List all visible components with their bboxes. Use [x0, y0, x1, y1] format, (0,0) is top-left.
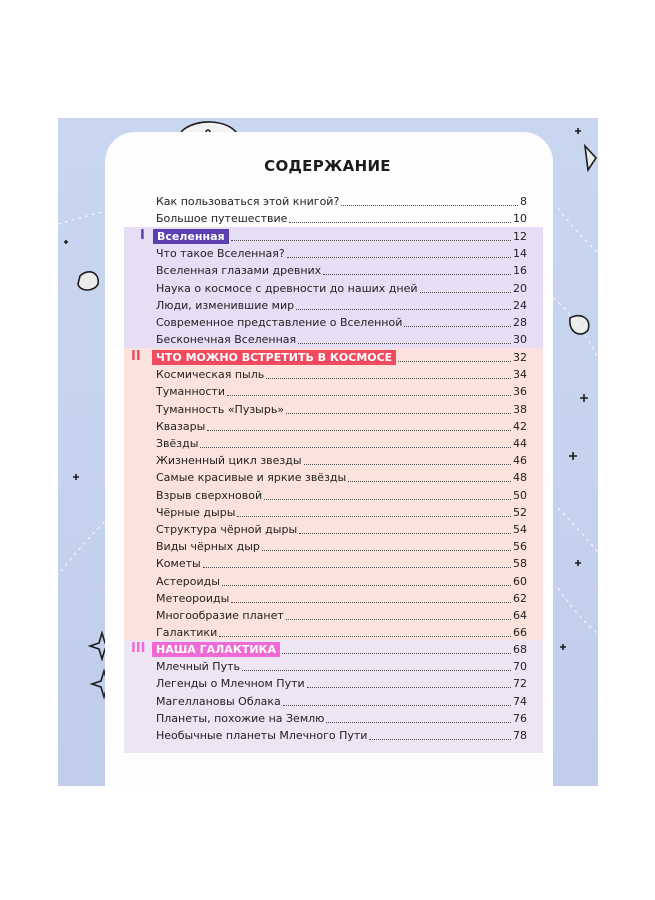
dot-leader	[242, 669, 511, 671]
page-number: 76	[513, 711, 527, 725]
dot-leader	[237, 515, 511, 517]
toc-entry	[156, 659, 527, 674]
page-number: 34	[513, 368, 527, 382]
page-number: 42	[513, 419, 527, 433]
dot-leader	[286, 412, 511, 414]
toc-entry	[156, 281, 527, 296]
page-title: СОДЕРЖАНИЕ	[264, 157, 391, 175]
toc-entry	[156, 419, 527, 434]
dot-leader	[219, 635, 511, 637]
section-heading	[153, 229, 527, 244]
dot-leader	[420, 291, 512, 293]
entry-title: Что такое Вселенная?	[156, 247, 285, 261]
toc-entry	[156, 728, 527, 743]
page-number: 32	[513, 351, 527, 364]
toc-entry	[156, 298, 527, 313]
dot-leader	[264, 498, 511, 500]
toc-entry	[156, 246, 527, 261]
entry-title: Квазары	[156, 419, 206, 433]
entry-title: Самые красивые и яркие звёзды	[156, 471, 347, 485]
page-number: 30	[513, 333, 527, 347]
dot-leader	[200, 446, 511, 448]
page-number: 64	[513, 609, 527, 622]
page-number: 68	[513, 643, 527, 656]
page-number: 24	[513, 298, 527, 312]
dot-leader	[287, 256, 511, 258]
page-number: 56	[513, 540, 527, 554]
entry-title: Наука о космосе с древности до наших дней	[156, 281, 418, 295]
toc-entry	[156, 315, 527, 330]
page-number: 46	[513, 454, 527, 468]
dot-leader	[341, 204, 518, 206]
page-number: 50	[513, 488, 527, 502]
dot-leader	[296, 308, 511, 310]
entry-title: Метеороиды	[156, 591, 230, 605]
page-number: 74	[513, 694, 527, 708]
dot-leader	[262, 549, 511, 551]
dot-leader	[222, 584, 511, 586]
dot-leader	[282, 652, 511, 654]
page-number: 8	[520, 195, 527, 208]
dot-leader	[289, 221, 511, 223]
page-number: 36	[513, 385, 527, 399]
page-number: 44	[513, 437, 527, 450]
dot-leader	[369, 738, 511, 740]
dot-leader	[323, 273, 511, 275]
dot-leader	[398, 360, 511, 362]
toc-entry	[156, 694, 527, 709]
dot-leader	[227, 394, 511, 396]
toc-entry	[156, 574, 527, 589]
dot-leader	[231, 601, 511, 603]
toc-entry	[156, 591, 527, 606]
entry-title: Звёзды	[156, 437, 199, 450]
page-number: 28	[513, 316, 527, 329]
dot-leader	[286, 618, 511, 620]
entry-title: Как пользоваться этой книгой?	[156, 195, 340, 208]
toc-entry	[156, 453, 527, 468]
entry-title: Виды чёрных дыр	[156, 540, 260, 554]
section-heading	[152, 642, 527, 657]
toc-entry	[156, 711, 527, 726]
dot-leader	[207, 429, 511, 431]
toc-entry-intro	[156, 194, 527, 209]
toc-entry	[156, 522, 527, 537]
entry-title: Жизненный цикл звезды	[156, 454, 302, 468]
section-heading	[152, 350, 527, 365]
section-label: ЧТО МОЖНО ВСТРЕТИТЬ В КОСМОСЕ	[152, 350, 396, 365]
toc-entry	[156, 625, 527, 640]
entry-title: Магеллановы Облака	[156, 694, 281, 708]
toc-entry	[156, 263, 527, 278]
page-number: 38	[513, 402, 527, 416]
entry-title: Галактики	[156, 626, 218, 640]
entry-title: Планеты, похожие на Землю	[156, 711, 325, 725]
entry-title: Чёрные дыры	[156, 505, 236, 519]
entry-title: Туманность «Пузырь»	[156, 402, 285, 416]
page-number: 10	[513, 212, 527, 225]
page-number: 52	[513, 505, 527, 519]
entry-title: Вселенная глазами древних	[156, 264, 322, 278]
toc-entry	[156, 488, 527, 503]
toc-entry	[156, 367, 527, 382]
toc-entry-intro	[156, 211, 527, 226]
entry-title: Космическая пыль	[156, 368, 265, 382]
dot-leader	[299, 532, 511, 534]
section-label: Вселенная	[153, 229, 229, 244]
dot-leader	[326, 721, 511, 723]
page-number: 60	[513, 574, 527, 588]
dot-leader	[203, 566, 511, 568]
page-number: 72	[513, 677, 527, 691]
entry-title: Туманности	[156, 385, 225, 399]
entry-title: Структура чёрной дыры	[156, 523, 298, 536]
page-number: 62	[513, 591, 527, 605]
dot-leader	[283, 704, 511, 706]
toc-entry	[156, 505, 527, 520]
entry-title: Легенды о Млечном Пути	[156, 677, 305, 691]
page-number: 16	[513, 264, 527, 278]
dot-leader	[404, 325, 511, 327]
page-number: 66	[513, 626, 527, 640]
toc-entry	[156, 470, 527, 485]
entry-title: Современное представление о Вселенной	[156, 316, 403, 329]
section-numeral: I	[140, 228, 145, 243]
entry-title: Млечный Путь	[156, 660, 240, 674]
page-number: 12	[513, 230, 527, 243]
toc-entry	[156, 436, 527, 451]
page-number: 58	[513, 557, 527, 571]
dot-leader	[231, 239, 511, 241]
toc-entry	[156, 332, 527, 347]
toc-entry	[156, 608, 527, 623]
section-label: НАША ГАЛАКТИКА	[152, 642, 280, 657]
page-number: 54	[513, 523, 527, 536]
page-number: 70	[513, 660, 527, 674]
entry-title: Астероиды	[156, 574, 220, 588]
entry-title: Кометы	[156, 557, 201, 571]
page-number: 20	[513, 281, 527, 295]
dot-leader	[266, 377, 511, 379]
toc-entry	[156, 676, 527, 691]
entry-title: Необычные планеты Млечного Пути	[156, 729, 368, 742]
dot-leader	[304, 463, 511, 465]
entry-title: Взрыв сверхновой	[156, 488, 263, 502]
dot-leader	[348, 480, 511, 482]
page-number: 14	[513, 247, 527, 261]
toc-entry	[156, 539, 527, 554]
toc-entry	[156, 402, 527, 417]
page-number: 48	[513, 471, 527, 485]
entry-title: Люди, изменившие мир	[156, 298, 295, 312]
entry-title: Большое путешествие	[156, 212, 288, 225]
entry-title: Многообразие планет	[156, 609, 284, 622]
page-number: 78	[513, 729, 527, 742]
toc-entry	[156, 384, 527, 399]
toc-entry	[156, 556, 527, 571]
section-numeral: II	[131, 349, 141, 364]
section-numeral: III	[131, 641, 146, 656]
entry-title: Бесконечная Вселенная	[156, 333, 297, 347]
dot-leader	[307, 686, 511, 688]
dot-leader	[298, 342, 511, 344]
